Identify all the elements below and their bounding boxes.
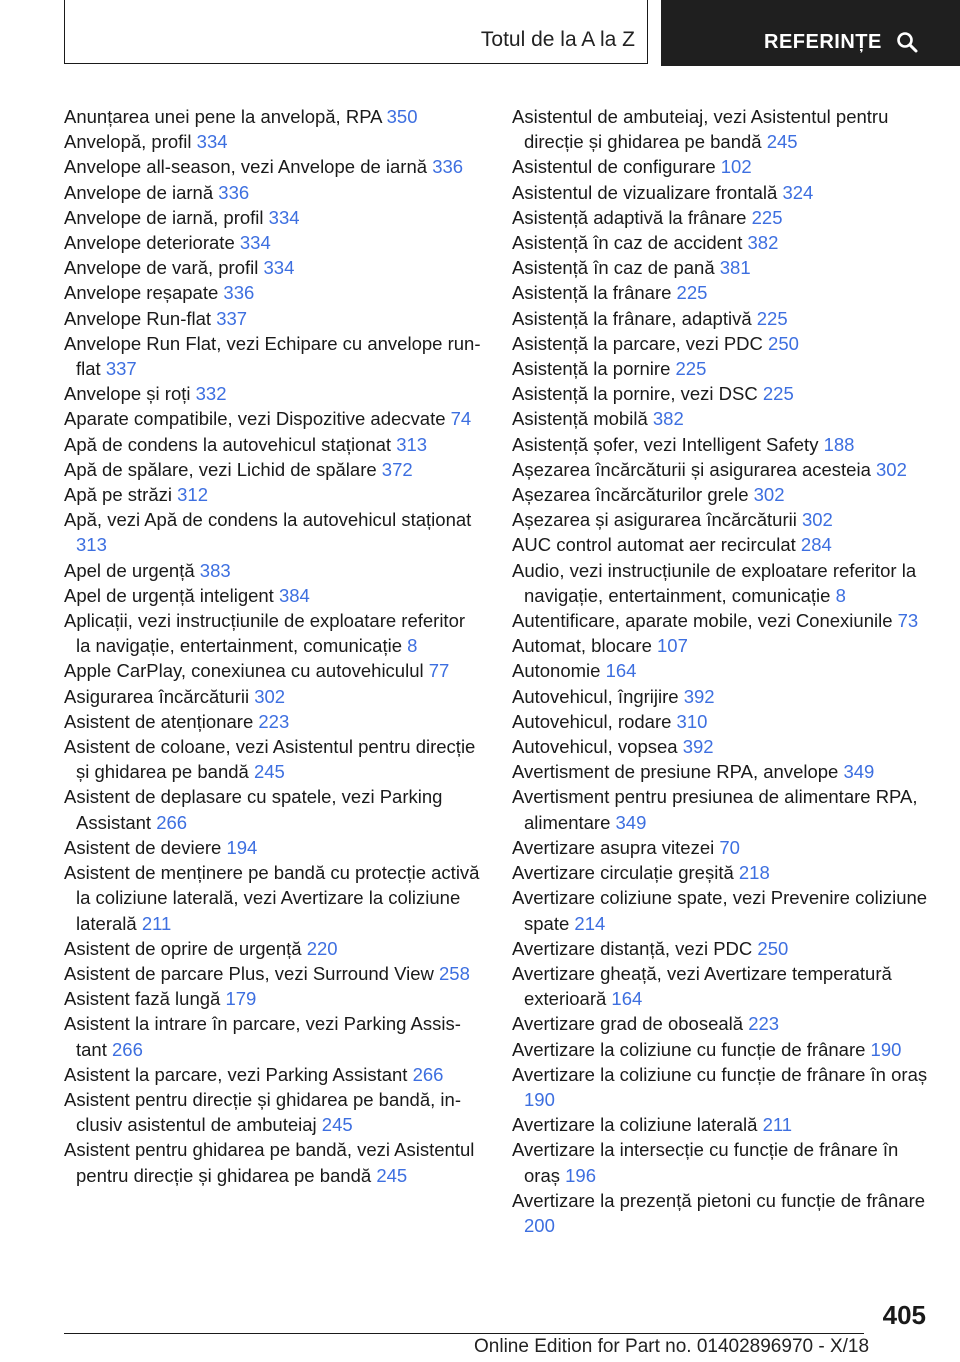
index-entry-text: Asistent de deviere [64,836,227,858]
index-entry [64,255,484,280]
page-reference-link[interactable]: 334 [263,257,295,279]
page-reference-link[interactable]: 258 [439,962,470,984]
index-entry [512,784,932,834]
page-reference-link[interactable]: 245 [253,761,285,783]
index-entry-text: Autentificare, aparate mobile, vezi Conexiunile [512,610,898,632]
index-entry-text: Avertizare distanță, vezi PDC [512,937,758,959]
index-entry-text: Avertizare la coliziune cu funcție de frânare [512,1038,871,1060]
index-entry-text: Asistentul de vizualizare frontală [512,181,783,203]
page-reference-link[interactable]: 310 [676,710,708,732]
index-entry [512,280,932,305]
page-reference-link[interactable]: 337 [216,307,248,329]
index-entry [512,885,932,935]
index-entry [64,986,484,1011]
index-entry-text: Asistență la parcare, vezi PDC [512,332,769,354]
page-reference-link[interactable]: 313 [76,534,107,556]
page-reference-link[interactable]: 74 [450,408,472,430]
page-reference-link[interactable]: 250 [768,332,799,354]
index-entry [64,734,484,784]
index-entry [64,306,484,331]
index-entry-text: Asistent la intrare în parcare, vezi Parking Assistant [64,1013,461,1060]
page-reference-link[interactable]: 211 [141,912,172,934]
page-reference-link[interactable]: 302 [753,484,785,506]
index-entry-text: Anvelopă, profil [64,131,197,153]
page-reference-link[interactable]: 225 [756,307,788,329]
page-reference-link[interactable]: 383 [199,559,231,581]
index-entry-text: Avertizare asupra vitezei [512,836,720,858]
index-entry [64,104,484,129]
page-reference-link[interactable]: 302 [254,685,286,707]
page-reference-link[interactable]: 266 [112,1038,143,1060]
page-reference-link[interactable]: 164 [611,988,643,1010]
index-entry-text: Autovehicul, îngrijire [512,685,684,707]
footer-edition-text: Online Edition for Part no. 01402896970 - X/18 [474,1336,870,1357]
index-entry [64,331,484,381]
index-entry-text: Anvelope all-season, vezi Anvelope de iarnă [64,156,433,178]
page-reference-link[interactable]: 190 [524,1088,555,1110]
index-entry-text: Asistent de oprire de urgență [64,937,307,959]
index-entry [512,1137,932,1187]
index-entry-text: Avertizare la coliziune laterală [512,1114,763,1136]
index-entry [512,180,932,205]
page-reference-link[interactable]: 392 [682,736,714,758]
index-entry [512,633,932,658]
page-reference-link[interactable]: 334 [196,131,228,153]
index-entry-text: Anunțarea unei pene la anvelopă, RPA [64,106,387,127]
index-entry-text: Asistență mobilă [512,408,653,430]
index-entry-text: Anvelope de vară, profil [64,257,264,279]
page-reference-link[interactable]: 188 [823,433,855,455]
index-entry [512,1011,932,1036]
page-reference-link[interactable]: 164 [605,660,637,682]
index-entry-text: Asistentul de ambuteiaj, vezi Asistentul pentru direcție și ghidarea pe bandă [512,106,889,153]
index-entry [64,1087,484,1137]
page-reference-link[interactable]: 337 [105,358,137,380]
index-entry-text: Avertizare grad de oboseală [512,1013,749,1035]
index-entry [512,759,932,784]
section-title: Totul de la A la Z [480,28,635,51]
page-reference-link[interactable]: 250 [757,937,789,959]
index-entry [512,835,932,860]
page-reference-link[interactable]: 223 [258,710,290,732]
index-entry-text: Așezarea și asigurarea încărcăturii [512,509,802,531]
index-entry [512,356,932,381]
page-reference-link[interactable]: 245 [321,1114,353,1136]
page-reference-link[interactable]: 302 [876,458,907,480]
page-reference-link[interactable]: 225 [676,282,708,304]
index-entry-text: Așezarea încărcăturii și asigurarea acesteia [512,458,877,480]
index-entry [512,482,932,507]
page-reference-link[interactable]: 8 [835,584,846,606]
page-reference-link[interactable]: 190 [870,1038,902,1060]
page-reference-link[interactable]: 73 [897,610,919,632]
page-reference-link[interactable]: 302 [801,509,833,531]
index-entry-text: Asistent pentru ghidarea pe bandă, vezi Asistentul pentru direcție și ghidarea pe bandă [64,1139,475,1186]
index-entry [512,154,932,179]
page-reference-link[interactable]: 196 [565,1164,597,1186]
index-entry [512,1188,932,1238]
index-entry-text: Asistență în caz de pană [512,257,720,279]
page-reference-link[interactable]: 381 [719,257,751,279]
index-entry-text: Așezarea încărcăturilor grele [512,484,754,506]
index-entry [512,1112,932,1137]
page-reference-link[interactable]: 336 [218,181,250,203]
page-reference-link[interactable]: 382 [652,408,684,430]
index-entry-text: Apă pe străzi [64,484,178,506]
index-entry-text: Anvelope reșapate [64,282,224,304]
index-entry [512,961,932,1011]
search-icon[interactable] [895,30,919,54]
index-entry-text: Asistent de deplasare cu spatele, vezi Parking Assistant [64,786,443,833]
index-entry-text: Anvelope și roți [64,383,196,405]
page-reference-link[interactable]: 8 [407,635,418,657]
index-entry [64,709,484,734]
index-entry [64,1137,484,1187]
index-entry-text: Avertizare circulație greșită [512,862,739,884]
page-reference-link[interactable]: 336 [223,282,255,304]
index-entry-text: Asistent la parcare, vezi Parking Assistant [64,1063,413,1085]
index-entry [512,255,932,280]
page-reference-link[interactable]: 245 [766,131,798,153]
page-reference-link[interactable]: 225 [751,206,783,228]
page-reference-link[interactable]: 372 [381,458,413,480]
page-reference-link[interactable]: 70 [719,836,740,858]
index-entry-text: Autonomie [512,660,606,682]
page-reference-link[interactable]: 336 [432,156,464,178]
index-entry [512,1062,932,1112]
index-entry [512,709,932,734]
index-entry-text: Asistență la frânare, adaptivă [512,307,757,329]
index-entry-text: Autovehicul, vopsea [512,736,683,758]
page-reference-link[interactable]: 225 [675,358,707,380]
index-entry-text: Asigurarea încărcăturii [64,685,255,707]
index-entry-text: Anvelope deteriorate [64,232,240,254]
index-entry [512,331,932,356]
index-entry-text: Audio, vezi instrucțiunile de exploatare referitor la navigație, entertainment, comunicație [512,559,917,606]
index-entry-text: Avertisment pentru presiunea de alimentare RPA, alimentare [512,786,918,833]
index-entry-text: Asistent de coloane, vezi Asistentul pentru direcție și ghidarea pe bandă [64,736,476,783]
page-reference-link[interactable]: 350 [386,106,418,127]
page-reference-link[interactable]: 334 [268,206,300,228]
index-entry-text: Avertizare gheață, vezi Avertizare temperatură exterioară [512,962,892,1010]
page-reference-link[interactable]: 218 [738,862,770,884]
index-entry [64,608,484,658]
page-reference-link[interactable]: 284 [800,534,832,556]
page-reference-link[interactable]: 102 [720,156,752,178]
index-entry-text: Autovehicul, rodare [512,710,677,732]
index-entry-text: Aplicații, vezi instrucțiunile de exploatare referitor la navigație, entertainment, comunicație [64,610,466,657]
index-entry [64,230,484,255]
index-entry-text: Asistență la frânare [512,282,677,304]
index-entry [64,658,484,683]
index-entry [512,457,932,482]
index-entry [512,306,932,331]
page-reference-link[interactable]: 312 [177,484,208,506]
index-entry-text: Asistență adaptivă la frânare [512,206,752,228]
page-reference-link[interactable]: 392 [683,685,715,707]
index-entry-text: Asistență la pornire [512,358,676,380]
index-column-right [512,104,932,1238]
index-entry-text: Apă, vezi Apă de condens la autovehicul staționat [64,509,472,531]
index-entry-text: Asistență în caz de accident [512,232,748,254]
page-reference-link[interactable]: 200 [524,1214,555,1236]
index-entry [512,1037,932,1062]
index-entry [64,381,484,406]
index-entry [64,684,484,709]
page-reference-link[interactable]: 266 [156,811,188,833]
index-entry [512,658,932,683]
index-entry [64,482,484,507]
page-reference-link[interactable]: 266 [412,1063,444,1085]
index-entry-text: Anvelope Run-flat [64,307,217,329]
chapter-label: REFERINȚE [764,31,882,53]
index-entry [64,457,484,482]
page-reference-link[interactable]: 324 [782,181,814,203]
index-entry-text: Avertisment de presiune RPA, anvelope [512,761,844,783]
index-entry-text: Asistent de menținere pe bandă cu protecție activă la coliziune laterală, vezi Avertizare la coliziune laterală [64,862,480,934]
page-reference-link[interactable]: 220 [306,937,338,959]
index-entry [64,583,484,608]
index-entry-text: Aparate compatibile, vezi Dispozitive adecvate [64,408,451,430]
index-entry-text: Apel de urgență inteligent [64,584,279,606]
page-reference-link[interactable]: 245 [376,1164,408,1186]
index-entry-text: Asistență la pornire, vezi DSC [512,383,763,405]
index-entry-text: Apă de condens la autovehicul staționat [64,433,397,455]
index-entry [64,1062,484,1087]
index-entry [64,936,484,961]
index-entry [512,734,932,759]
index-entry [512,684,932,709]
index-entry [64,784,484,834]
index-entry [512,406,932,431]
index-entry [512,104,932,154]
index-entry [512,558,932,608]
index-entry [512,205,932,230]
index-entry-text: Avertizare la coliziune cu funcție de frânare în oraș [512,1063,928,1085]
index-entry-text: Asistent de parcare Plus, vezi Surround View [64,962,439,984]
index-entry [512,432,932,457]
page-reference-link[interactable]: 179 [225,988,257,1010]
index-entry [512,936,932,961]
header-chapter-tab[interactable] [661,0,960,66]
header-section-box [64,0,648,64]
page-reference-link[interactable]: 77 [428,660,450,682]
index-entry-text: Asistentul de configurare [512,156,721,178]
index-entry-text: Asistent de atenționare [64,710,259,732]
index-entry-text: Anvelope Run Flat, vezi Echipare cu anvelope run-flat [64,332,481,380]
index-entry [64,835,484,860]
index-entry-text: Apă de spălare, vezi Lichid de spălare [64,458,382,480]
index-entry [64,154,484,179]
index-entry [64,180,484,205]
page-reference-link[interactable]: 349 [843,761,875,783]
index-entry [64,280,484,305]
page-reference-link[interactable]: 107 [657,635,688,657]
page-reference-link[interactable]: 225 [762,383,794,405]
index-entry-text: Asistent pentru direcție și ghidarea pe bandă, inclusiv asistentul de ambuteiaj [64,1088,461,1136]
index-entry [512,381,932,406]
index-entry [64,558,484,583]
index-entry [64,205,484,230]
index-entry-text: Apel de urgență [64,559,200,581]
page-reference-link[interactable]: 349 [615,811,647,833]
index-entry-text: Avertizare la intersecție cu funcție de frânare în oraș [512,1139,899,1186]
index-entry [64,129,484,154]
index-entry-text: Anvelope de iarnă, profil [64,206,269,228]
index-entry [512,507,932,532]
index-entry-text: Anvelope de iarnă [64,181,219,203]
page-reference-link[interactable]: 214 [574,912,606,934]
index-entry-text: Avertizare coliziune spate, vezi Prevenire coliziune spate [512,887,928,934]
index-entry-text: Automat, blocare [512,635,657,657]
page-reference-link[interactable]: 194 [226,836,258,858]
index-entry [64,860,484,936]
index-entry [64,1011,484,1061]
page-reference-link[interactable]: 332 [195,383,227,405]
page-reference-link[interactable]: 223 [748,1013,780,1035]
index-entry [512,608,932,633]
index-entry [512,532,932,557]
index-entry-text: Apple CarPlay, conexiunea cu autovehiculul [64,660,429,682]
index-entry [64,432,484,457]
page-reference-link[interactable]: 334 [239,232,271,254]
page-reference-link[interactable]: 384 [278,584,310,606]
index-entry-text: Asistent fază lungă [64,988,226,1010]
page-reference-link[interactable]: 382 [747,232,779,254]
page-reference-link[interactable]: 313 [396,433,428,455]
index-entry-text: Asistență șofer, vezi Intelligent Safety [512,433,824,455]
footer-divider [64,1333,864,1334]
index-entry [64,406,484,431]
index-entry [64,961,484,986]
index-entry [512,230,932,255]
index-entry-text: Avertizare la prezență pietoni cu funcție de frânare [512,1189,926,1211]
page-reference-link[interactable]: 211 [762,1114,793,1136]
index-entry [64,507,484,557]
index-column-left [64,104,484,1188]
index-entry-text: AUC control automat aer recirculat [512,534,801,556]
page-number: 405 [882,1300,926,1330]
index-entry [512,860,932,885]
